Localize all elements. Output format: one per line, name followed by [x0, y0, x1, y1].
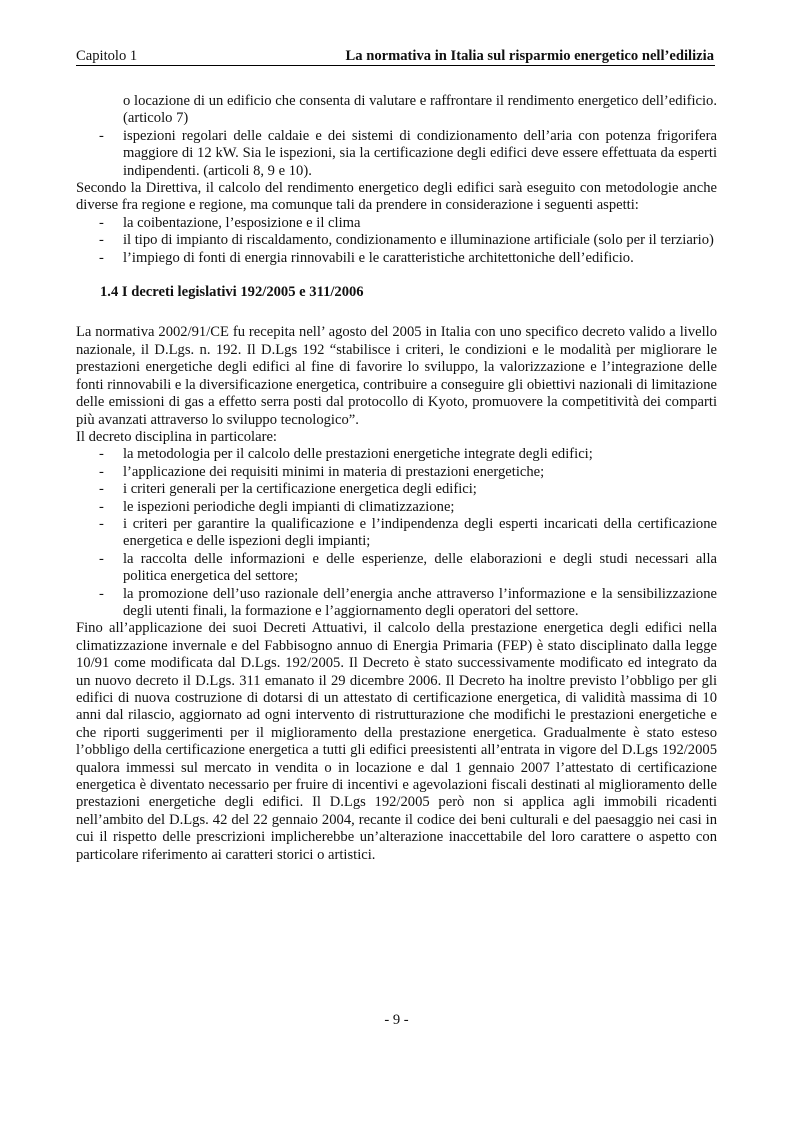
list-item-text: il tipo di impianto di riscaldamento, condizionamento e illuminazione artificiale (solo per il terziario) — [123, 232, 714, 249]
dash-marker: - — [99, 550, 104, 567]
list-item-text: la coibentazione, l’esposizione e il clima — [123, 214, 361, 231]
list-item — [76, 250, 717, 267]
dash-marker: - — [99, 481, 104, 498]
list-item-text: l’impiego di fonti di energia rinnovabili e le caratteristiche architettoniche dell’edificio. — [123, 249, 634, 266]
page-number: - 9 - — [384, 1012, 409, 1028]
chapter-title: La normativa in Italia sul risparmio energetico nell’edilizia — [345, 48, 714, 64]
list-item-text: l’applicazione dei requisiti minimi in materia di prestazioni energetiche; — [123, 463, 545, 480]
paragraph-final: Fino all’applicazione dei suoi Decreti Attuativi, il calcolo della prestazione energetica degli edifici nella climatizzazione invernale e del Fabbisogno annuo di Energia Primaria (FEP) è stato disciplinato dalla legge 10/91 come modificata dal D.Lgs. 192/2005. Il Decreto è stato successivamente modificato ed integrato da un nuovo decreto il D.Lgs. 311 emanato il 29 dicembre 2006. Il Decreto ha inoltre previsto l’obbligo per gli edifici di nuova costruzione di dotarsi di un attestato di certificazione energetica, di validità massima di 10 anni dal rilascio, aggiornato ad ogni intervento di ristrutturazione che modifichi le prestazioni energetiche e che riporti suggerimenti per il miglioramento della prestazione energetica. Gradualmente è stato esteso l’obbligo della certificazione energetica a tutti gli edifici preesistenti all’entrata in vigore del D.Lgs 192/2005 qualora immessi sul mercato in vendita o in locazione e dal 1 gennaio 2007 l’attestato di certificazione energetica è diventato necessario per fruire di incentivi e agevolazioni fiscali destinati al miglioramento delle prestazioni energetiche degli edifici. Il D.Lgs 192/2005 però non si applica agli immobili ricadenti nell’ambito del D.Lgs. 42 del 22 gennaio 2004, recante il codice dei beni culturali e del paesaggio nei casi in cui il rispetto delle prescrizioni implicherebbe un’alterazione inaccettabile del loro carattere o aspetto con particolare riferimento ai caratteri storici o artistici. — [76, 620, 717, 863]
top-list — [76, 128, 717, 180]
page-body — [76, 93, 717, 864]
list-item-text: la promozione dell’uso razionale dell’energia anche attraverso l’informazione e la sensibilizzazione degli utenti finali, la formazione e l’aggiornamento degli operatori del settore. — [123, 585, 717, 619]
dash-marker: - — [99, 127, 104, 144]
list-item-text: i criteri per garantire la qualificazione e l’indipendenza degli esperti incaricati della certificazione energetica e delle ispezioni degli impianti; — [123, 515, 717, 550]
list-item — [76, 446, 717, 463]
page-header — [76, 47, 715, 66]
list-item — [76, 499, 717, 516]
list-item-text: la metodologia per il calcolo delle prestazioni energetiche integrate degli edifici; — [123, 446, 593, 463]
paragraph-disciplina: Il decreto disciplina in particolare: — [76, 428, 277, 445]
chapter-label: Capitolo 1 — [76, 48, 138, 64]
dash-marker: - — [99, 498, 104, 515]
list-item — [76, 586, 717, 621]
list-item — [76, 516, 717, 551]
list-item — [76, 232, 717, 249]
dash-marker: - — [99, 249, 104, 266]
dash-marker: - — [99, 446, 104, 463]
list-item — [76, 464, 717, 481]
list-item — [76, 128, 717, 180]
section-heading: 1.4 I decreti legislativi 192/2005 e 311/2006 — [100, 284, 364, 301]
list-item-text: la raccolta delle informazioni e delle esperienze, delle elaborazioni e degli studi necessari alla politica energetica del settore; — [123, 550, 717, 585]
list-item — [76, 215, 717, 232]
continued-list-item: o locazione di un edificio che consenta di valutare e raffrontare il rendimento energetico dell’edificio. (articolo 7) — [123, 93, 717, 127]
aspects-list — [76, 215, 717, 267]
decree-list — [76, 446, 717, 620]
list-item — [76, 481, 717, 498]
paragraph-directive: Secondo la Direttiva, il calcolo del rendimento energetico degli edifici sarà eseguito con metodologie anche diverse fra regione e regione, ma comunque tali da prendere in considerazione i seguenti aspetti: — [76, 180, 717, 214]
paragraph-recepita: La normativa 2002/91/CE fu recepita nell’ agosto del 2005 in Italia con uno specifico decreto valido a livello nazionale, il D.Lgs. n. 192. Il D.Lgs 192 “stabilisce i criteri, le condizioni e le modalità per migliorare le prestazioni energetiche degli edifici al fine di favorire lo sviluppo, la valorizzazione e l’integrazione delle fonti rinnovabili e la diversificazione energetica, contribuire a conseguire gli obiettivi nazionali di limitazione delle emissioni di gas a effetto serra posti dal protocollo di Kyoto, promuovere la competitività dei comparti più avanzati attraverso lo sviluppo tecnologico”. — [76, 324, 717, 428]
dash-marker: - — [99, 214, 104, 231]
dash-marker: - — [99, 585, 104, 602]
list-item-text: i criteri generali per la certificazione energetica degli edifici; — [123, 481, 477, 498]
list-item-text: le ispezioni periodiche degli impianti di climatizzazione; — [123, 498, 455, 515]
list-item-text: ispezioni regolari delle caldaie e dei sistemi di condizionamento dell’aria con potenza frigorifera maggiore di 12 kW. Sia le ispezioni, sia la certificazione degli edifici deve essere effettuata da esperti indipendenti. (articoli 8, 9 e 10). — [123, 127, 717, 179]
dash-marker: - — [99, 232, 104, 249]
list-item — [76, 551, 717, 586]
dash-marker: - — [99, 463, 104, 480]
dash-marker: - — [99, 515, 104, 532]
